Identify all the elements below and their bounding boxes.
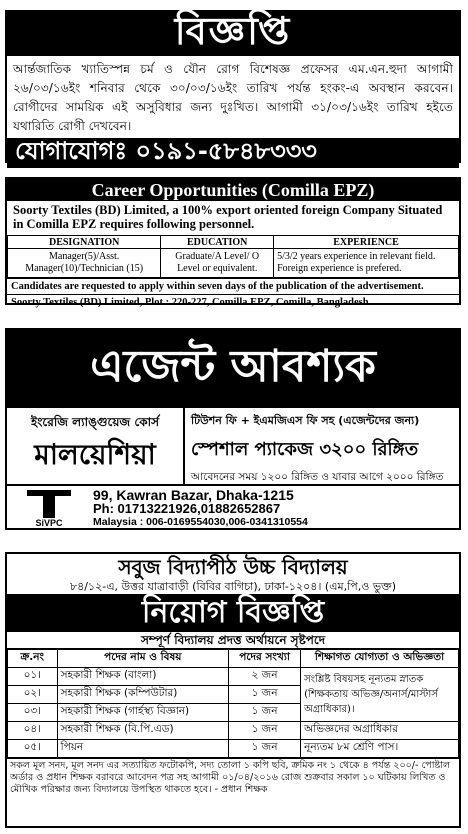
- header-experience: EXPERIENCE: [274, 236, 459, 249]
- career-address: Soorty Textiles (BD) Limited, Plot : 220-227, Comilla EPZ, Comilla, Bangladesh: [7, 294, 459, 310]
- svg-text:SiVPC: SiVPC: [35, 518, 63, 528]
- row-post: পিয়ন: [57, 740, 228, 758]
- experience-cell: 5/3/2 years experience in relevant field. Foreign experience is prefered.: [274, 249, 459, 278]
- career-ad: [5, 177, 461, 308]
- education-cell: Graduate/A Level/ O Level or equivalent.: [161, 249, 274, 278]
- recruitment-title: নিয়োগ বিজ্ঞপ্তি: [7, 594, 459, 632]
- row-post: সহকারী শিক্ষক (গার্হস্থ্য বিজ্ঞান): [57, 704, 228, 722]
- row-qualification: নূন্যতম ৮ম শ্রেণি পাস।: [301, 740, 459, 758]
- header-count: পদের সংখ্যা: [228, 650, 300, 668]
- row-no: ০৩।: [8, 704, 58, 722]
- notice-title: বিজ্ঞপ্তি: [7, 12, 459, 56]
- school-name: সবুজ বিদ্যাপীঠ উচ্চ বিদ্যালয়: [118, 555, 348, 579]
- row-count: ১ জন: [228, 740, 300, 758]
- course-label: ইংরেজি ল্যাঙ্গুয়েজ কোর্স: [31, 415, 159, 429]
- header-education: EDUCATION: [161, 236, 274, 249]
- table-row: [8, 668, 459, 686]
- table-row: [8, 722, 459, 740]
- country-label: মালয়েশিয়া: [34, 438, 156, 471]
- fee-text: টিউশন ফি + ইএমজিএস ফি সহ (এজেন্টদের জন্য): [191, 414, 420, 427]
- row-post: সহকারী শিক্ষক (কম্পিউটার): [57, 686, 228, 704]
- row-qualification: সংশ্লিষ্ট বিষয়সহ নূন্যতম স্নাতক (শিক্ষকতায় অভিজ্ঞ/অনার্স/মাস্টার্স অগ্রাধিকার)।: [301, 668, 459, 722]
- agent-ad: [5, 328, 461, 530]
- career-title: Career Opportunities (Comilla EPZ): [7, 179, 459, 201]
- career-note: Candidates are requested to apply within seven days of the publication of the advertisement.: [7, 278, 459, 294]
- notice-body: আর্ন্তজাতিক খ্যাতিস্পন্ন চর্ম ও যৌন রোগ বিশেষজ্ঞ প্রফেসর এম.এন.হুদা আগামী ২৬/০৩/১৬ইং শনিবার থেকে ৩০/০৩/১৬ইং তারিখ পর্যন্ত হংকং-এ অবস্থান করবেন। রোগীদের সাময়িক এই অসুবিধার জন্য দুঃখিত। আগামী ৩১/০৩/১৬ইং তারিখ হইতে যথারিতি রোগী দেখবেন।: [13, 62, 453, 133]
- agent-phone: Ph: 01713221926,01882652867: [93, 501, 281, 516]
- career-table: [7, 235, 459, 278]
- row-qualification: অভিজ্ঞদের অগ্রাধিকার: [301, 722, 459, 740]
- header-no: ক্র.নং: [8, 650, 58, 668]
- row-count: ১ জন: [228, 722, 300, 740]
- agent-title: এজেন্ট আবশ্যক: [7, 330, 459, 408]
- deadline-text: আবেদনের সময় ১২০০ রিঙ্গিত ও যাবার আগে ২০০০ রিঙ্গিত: [191, 471, 444, 483]
- row-no: ০৫।: [8, 740, 58, 758]
- recruitment-ad: [5, 552, 461, 828]
- designation-cell: Manager(5)/Asst. Manager(10)/Technician (15): [8, 249, 161, 278]
- header-designation: DESIGNATION: [8, 236, 161, 249]
- row-no: ০৪।: [8, 722, 58, 740]
- school-address: ৮৪/১২-এ, উত্তর যাত্রাবাড়ী (বিবির বাগিচা), ঢাকা-১২০৪। (এম,পি,ও ভুক্ত): [69, 580, 397, 593]
- row-count: ১ জন: [228, 704, 300, 722]
- recruitment-footer: সকল মূল সনদ, মূল সনদ এর সত্যায়িত ফটোকপি, সদ্য তোলা ১ কপি ছবি, ক্রমিক নং ১ থেকে ৪ পর্যন্ত ২০০/- পোষ্টাল অর্ডার ও প্রধান শিক্ষক বরাবরে আবেদন পত্র সহ আগামী ০১/০৪/২০১৬ রোজ শুক্রবার সকাল ১০ ঘটিকায় লিখিত ও মৌখিক পরিক্ষার জন্য বিদ্যালয়ে উপস্থিত থাকতে হবে। - প্রধান শিক্ষক: [7, 758, 459, 797]
- row-count: ২ জন: [228, 668, 300, 686]
- row-no: ০১।: [8, 668, 58, 686]
- row-post: সহকারী শিক্ষক (বি.পি.এড): [57, 722, 228, 740]
- row-no: ০২।: [8, 686, 58, 704]
- header-qualification: শিক্ষাগত যোগ্যতা ও অভিজ্ঞতা: [301, 650, 459, 668]
- row-post: সহকারী শিক্ষক (বাংলা): [57, 668, 228, 686]
- notice-ad: [5, 10, 461, 163]
- post-table: [7, 649, 459, 758]
- career-intro: Soorty Textiles (BD) Limited, a 100% export oriented foreign Company Situated in Comilla EPZ requires following personnel.: [13, 203, 443, 231]
- row-count: ১ জন: [228, 686, 300, 704]
- notice-contact: যোগাযোগঃ ০১৯১-৫৮৪৮৩৩৩: [7, 138, 459, 168]
- sivpc-logo: [13, 488, 85, 528]
- recruitment-subtitle: সম্পূর্ণ বিদ্যালয় প্রদত্ত অর্থায়নে সৃষ্টপদে: [7, 632, 459, 649]
- header-post: পদের নাম ও বিষয়: [57, 650, 228, 668]
- package-text: স্পেশাল প্যাকেজ ৩২০০ রিঙ্গিত: [191, 439, 419, 460]
- agent-address: 99, Kawran Bazar, Dhaka-1215: [93, 487, 294, 503]
- table-row: [8, 740, 459, 758]
- malaysia-phone: Malaysia : 006-0169554030,006-0341310554: [93, 516, 308, 528]
